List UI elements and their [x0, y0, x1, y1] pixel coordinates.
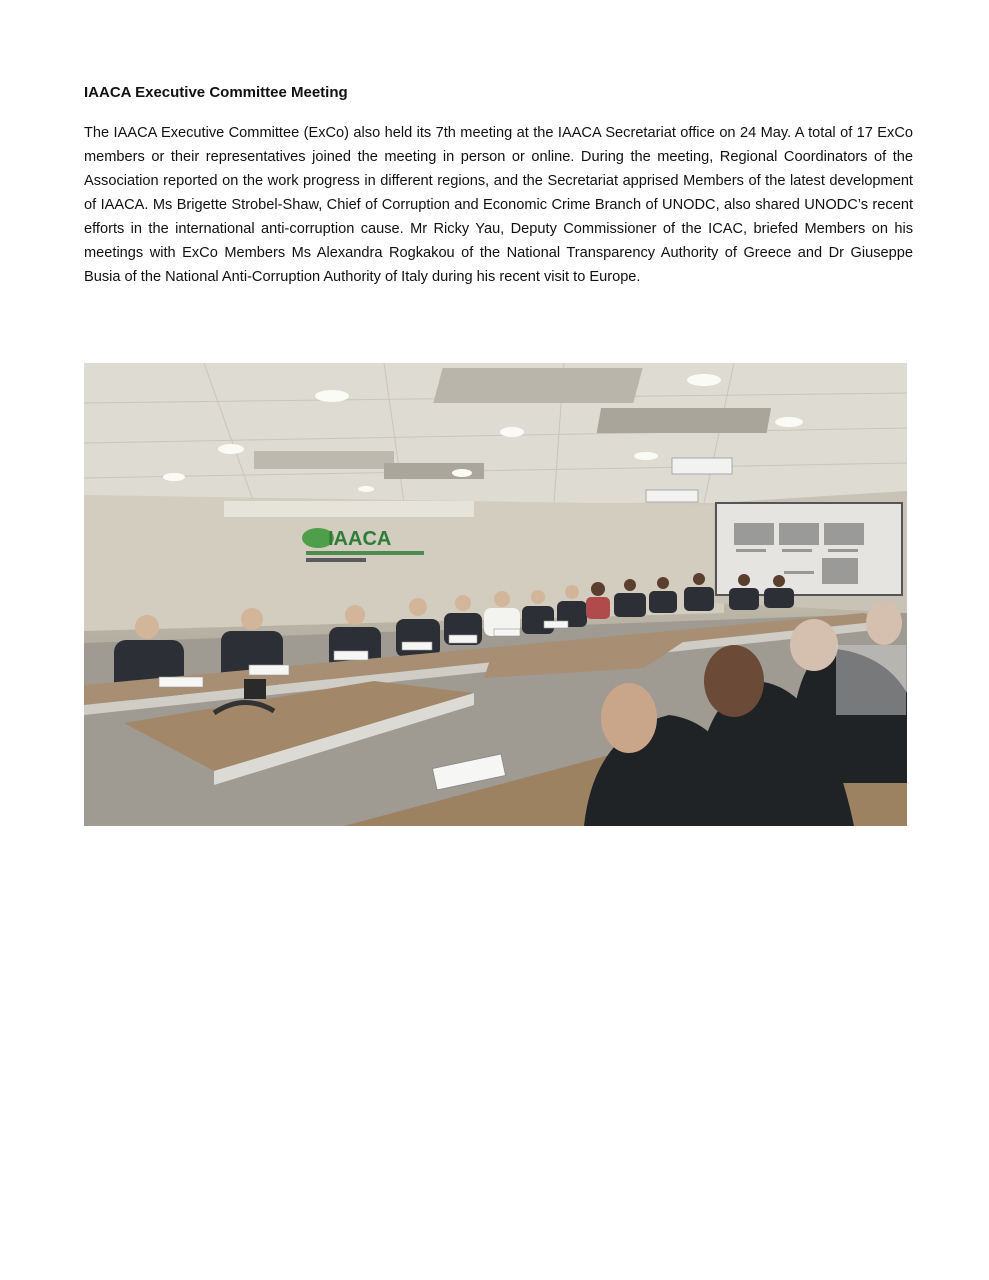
svg-text:IAACA: IAACA: [328, 528, 392, 550]
section-title: IAACA Executive Committee Meeting: [84, 84, 348, 101]
meeting-photo: [84, 363, 907, 826]
section-paragraph: The IAACA Executive Committee (ExCo) also held its 7th meeting at the IAACA Secretariat office on 24 May. A total of 17 ExCo members or their representatives joined the meeting in person or online. During the meeting, Regional Coordinators of the Association reported on the work progress in different regions, and the Secretariat apprised Members of the latest development of IAACA. Ms Brigette Strobel-Shaw, Chief of Corruption and Economic Crime Branch of UNODC, also shared UNODC’s recent efforts in the international anti-corruption cause. Mr Ricky Yau, Deputy Commissioner of the ICAC, briefed Members on his meetings with ExCo Members Ms Alexandra Rogkakou of the National Transparency Authority of Greece and Dr Giuseppe Busia of the National Anti-Corruption Authority of Italy during his recent visit to Europe.: [84, 125, 913, 285]
